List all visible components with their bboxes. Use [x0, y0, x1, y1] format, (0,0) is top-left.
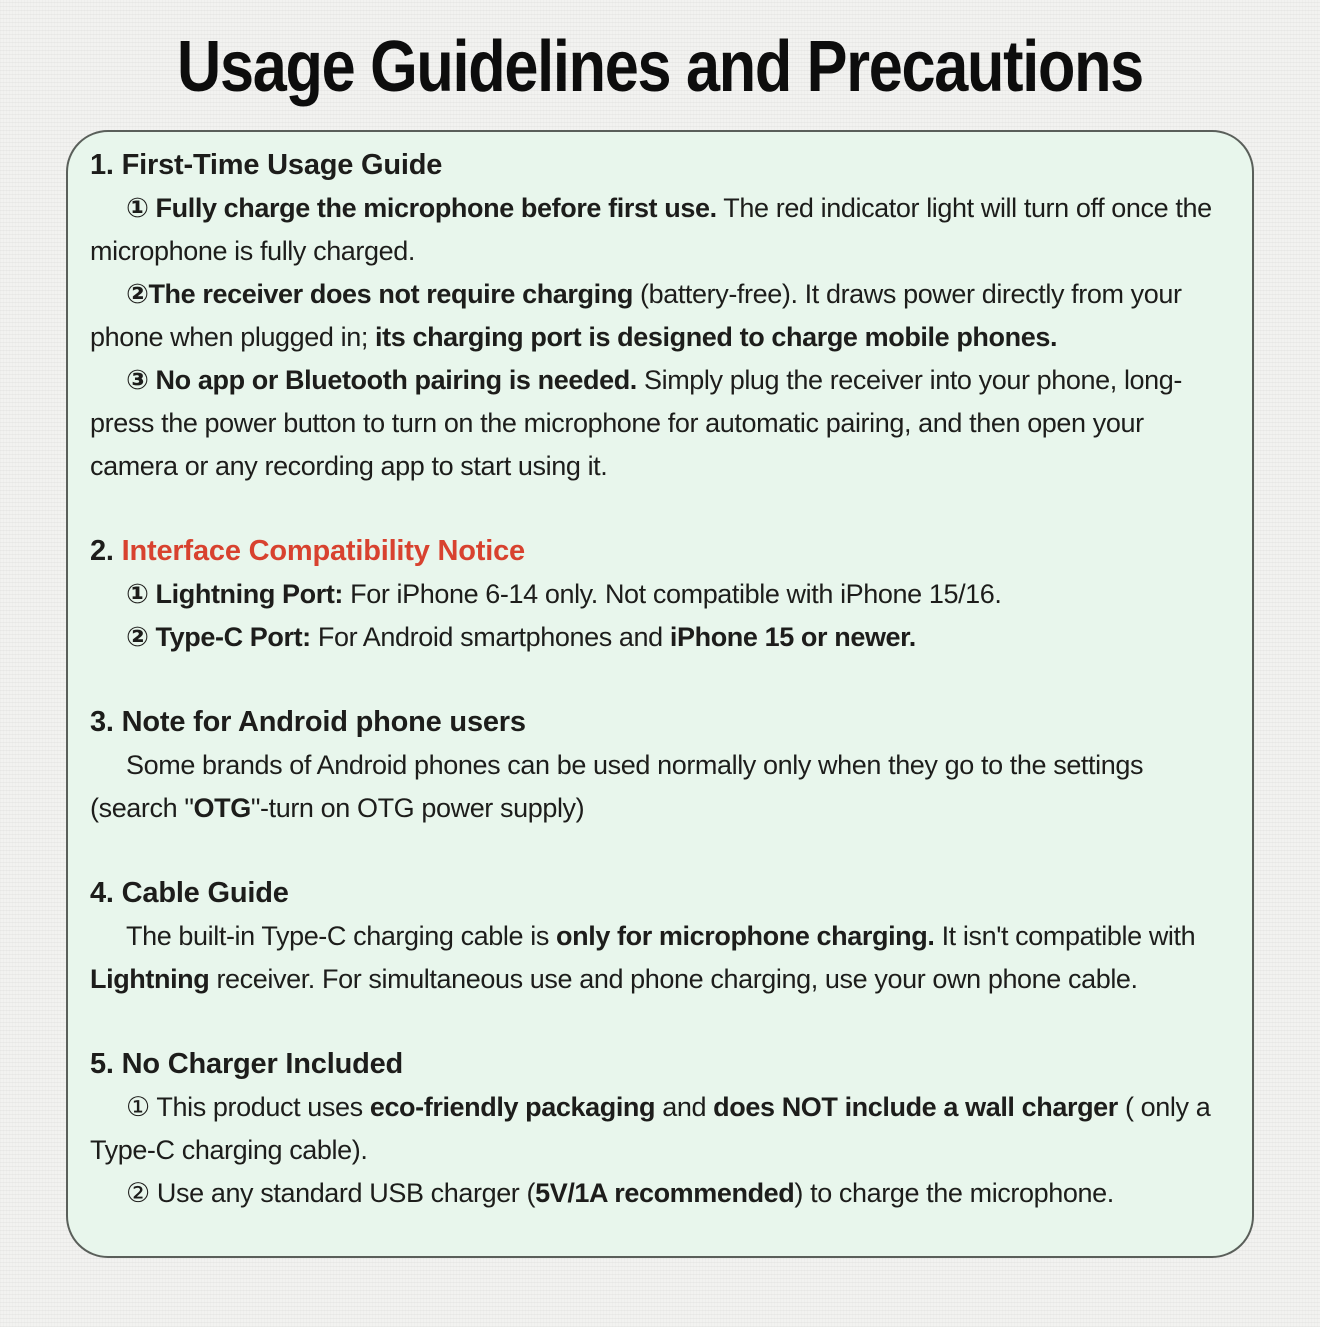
section-paragraph: [90, 1172, 1226, 1215]
text-run: 4. Cable Guide: [90, 877, 289, 909]
text-run: ② Use any standard USB charger (: [126, 1178, 536, 1208]
text-run: 1. First-Time Usage Guide: [90, 149, 443, 181]
page: [0, 26, 1320, 1327]
text-run: ② Type-C Port:: [126, 622, 311, 652]
text-run: OTG: [193, 793, 251, 823]
text-run: The red indicator light will turn off once the microphone is fully charged.: [90, 193, 1212, 266]
text-run: 5. No Charger Included: [90, 1048, 404, 1080]
section-paragraph: [90, 915, 1226, 1001]
text-run: ① This product uses: [126, 1092, 370, 1122]
text-run: does NOT include a wall charger: [713, 1092, 1118, 1122]
section-paragraph: [90, 187, 1226, 273]
text-run: ②The receiver does not require charging: [126, 279, 633, 309]
section-paragraph: [90, 273, 1226, 359]
section-first-time-usage: [90, 144, 1226, 488]
text-run: eco-friendly packaging: [369, 1092, 656, 1122]
section-paragraph: [90, 573, 1226, 616]
sections-container: [90, 144, 1226, 1215]
section-paragraph: [90, 616, 1226, 659]
text-run: Lightning: [90, 964, 210, 994]
text-run: For iPhone 6-14 only. Not compatible with iPhone 15/16.: [343, 579, 1002, 609]
section-paragraph: [90, 1086, 1226, 1172]
section-heading: [90, 144, 1226, 187]
text-run: 3. Note for Android phone users: [90, 706, 526, 738]
section-cable-guide: [90, 872, 1226, 1001]
text-run: It isn't compatible with: [934, 921, 1196, 951]
section-heading: [90, 701, 1226, 744]
text-run: Some brands of Android phones can be used normally only when they go to the settings (search ": [90, 750, 1144, 823]
text-run: "-turn on OTG power supply): [250, 793, 585, 823]
text-run: ) to charge the microphone.: [794, 1178, 1114, 1208]
page-title: Usage Guidelines and Precautions: [177, 27, 1143, 107]
text-run: and: [655, 1092, 714, 1122]
text-run: 5V/1A recommended: [535, 1178, 795, 1208]
text-run: iPhone 15 or newer.: [669, 622, 916, 652]
text-run: Simply plug the receiver into your phone, long-press the power button to turn on the microphone for automatic pairing, and then open your camera or any recording app to start using it.: [90, 365, 1183, 481]
text-run: ① Fully charge the microphone before first use.: [126, 193, 717, 223]
text-run: receiver. For simultaneous use and phone charging, use your own phone cable.: [209, 964, 1138, 994]
guidelines-panel: [66, 130, 1254, 1258]
section-paragraph: [90, 744, 1226, 830]
section-no-charger: [90, 1043, 1226, 1215]
text-run: ③ No app or Bluetooth pairing is needed.: [126, 365, 637, 395]
text-run: Interface Compatibility Notice: [121, 535, 525, 567]
section-paragraph: [90, 359, 1226, 488]
section-heading: [90, 1043, 1226, 1086]
text-run: For Android smartphones and: [310, 622, 670, 652]
section-heading: [90, 530, 1226, 573]
section-interface-compatibility: [90, 530, 1226, 659]
text-run: (battery-free). It draws power directly from your phone when plugged in;: [90, 279, 1182, 352]
text-run: only for microphone charging.: [556, 921, 935, 951]
section-android-note: [90, 701, 1226, 830]
section-heading: [90, 872, 1226, 915]
text-run: 2.: [90, 535, 122, 567]
text-run: The built-in Type-C charging cable is: [126, 921, 557, 951]
text-run: its charging port is designed to charge mobile phones.: [375, 322, 1058, 352]
text-run: ( only a Type-C charging cable).: [90, 1092, 1211, 1165]
text-run: ① Lightning Port:: [126, 579, 344, 609]
